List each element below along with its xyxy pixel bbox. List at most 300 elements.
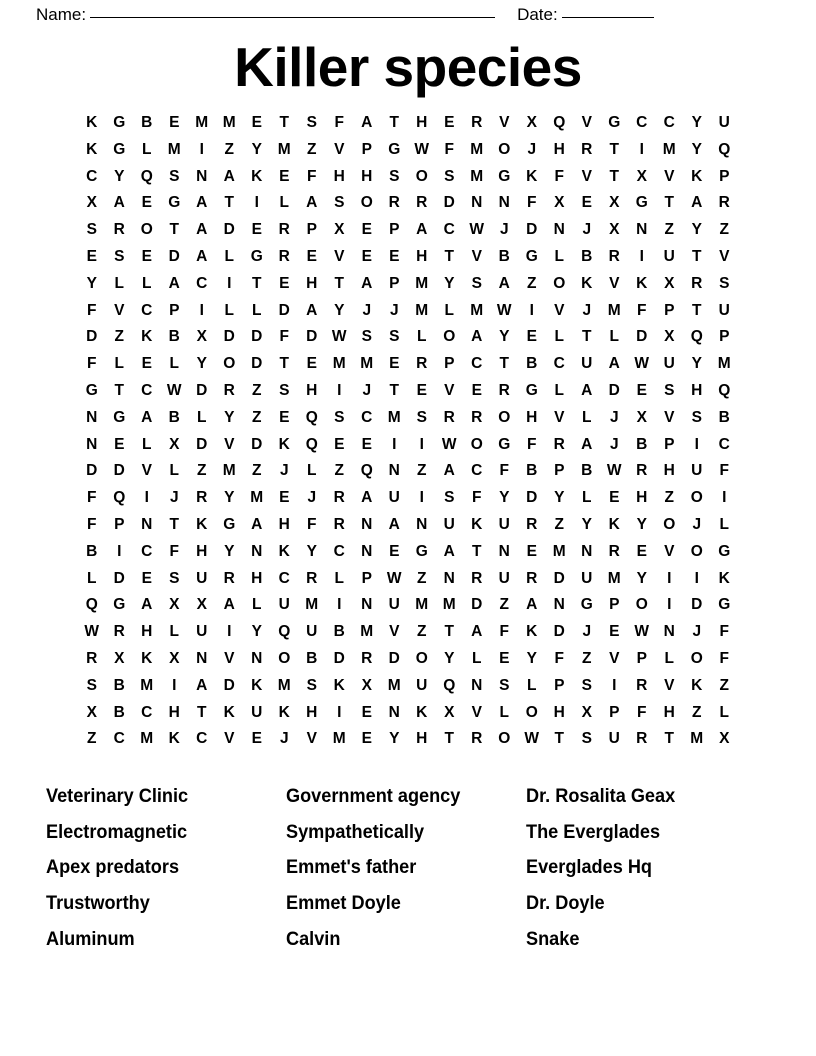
- grid-cell[interactable]: L: [664, 649, 674, 667]
- grid-cell[interactable]: K: [416, 703, 428, 721]
- grid-cell[interactable]: N: [86, 435, 98, 453]
- grid-cell[interactable]: R: [471, 114, 483, 131]
- grid-cell[interactable]: O: [443, 328, 456, 346]
- grid-cell[interactable]: Z: [224, 140, 234, 158]
- grid-cell[interactable]: Y: [691, 114, 702, 131]
- grid-cell[interactable]: F: [554, 167, 564, 185]
- grid-cell[interactable]: S: [719, 274, 730, 292]
- grid-cell[interactable]: I: [722, 489, 727, 507]
- grid-cell[interactable]: H: [333, 167, 345, 185]
- grid-cell[interactable]: R: [636, 462, 648, 480]
- grid-cell[interactable]: M: [552, 542, 566, 560]
- grid-cell[interactable]: M: [415, 596, 429, 614]
- grid-cell[interactable]: Y: [251, 140, 262, 158]
- grid-cell[interactable]: E: [251, 730, 262, 748]
- grid-cell[interactable]: T: [499, 355, 509, 373]
- grid-cell[interactable]: A: [498, 274, 510, 292]
- grid-cell[interactable]: T: [444, 247, 454, 265]
- grid-cell[interactable]: H: [526, 408, 538, 426]
- grid-cell[interactable]: I: [419, 435, 424, 453]
- grid-cell[interactable]: K: [141, 649, 153, 667]
- grid-cell[interactable]: M: [387, 408, 401, 426]
- grid-cell[interactable]: L: [472, 649, 482, 667]
- grid-cell[interactable]: X: [526, 114, 537, 131]
- grid-cell[interactable]: I: [694, 435, 699, 453]
- grid-cell[interactable]: N: [361, 515, 373, 533]
- grid-cell[interactable]: E: [444, 114, 455, 131]
- grid-cell[interactable]: S: [581, 676, 592, 694]
- grid-cell[interactable]: X: [196, 328, 207, 346]
- grid-cell[interactable]: Z: [252, 381, 262, 399]
- grid-cell[interactable]: T: [279, 355, 289, 373]
- grid-cell[interactable]: H: [251, 569, 263, 587]
- grid-cell[interactable]: I: [172, 676, 177, 694]
- grid-cell[interactable]: J: [692, 515, 702, 533]
- grid-cell[interactable]: F: [554, 649, 564, 667]
- grid-cell[interactable]: D: [223, 328, 235, 346]
- grid-cell[interactable]: G: [608, 114, 621, 131]
- grid-cell[interactable]: C: [443, 221, 455, 239]
- grid-cell[interactable]: R: [471, 569, 483, 587]
- grid-cell[interactable]: X: [636, 408, 647, 426]
- grid-cell[interactable]: Z: [664, 489, 674, 507]
- grid-cell[interactable]: I: [667, 596, 672, 614]
- grid-cell[interactable]: E: [471, 381, 482, 399]
- grid-cell[interactable]: K: [251, 167, 263, 185]
- grid-cell[interactable]: G: [498, 167, 511, 185]
- grid-cell[interactable]: L: [169, 355, 179, 373]
- grid-cell[interactable]: A: [251, 515, 263, 533]
- grid-cell[interactable]: S: [444, 489, 455, 507]
- grid-cell[interactable]: S: [444, 167, 455, 185]
- grid-cell[interactable]: A: [196, 676, 208, 694]
- grid-cell[interactable]: P: [389, 221, 400, 239]
- grid-cell[interactable]: S: [416, 408, 427, 426]
- grid-cell[interactable]: Q: [85, 596, 98, 614]
- grid-cell[interactable]: E: [279, 408, 290, 426]
- grid-cell[interactable]: V: [609, 274, 620, 292]
- grid-cell[interactable]: L: [87, 569, 97, 587]
- grid-cell[interactable]: V: [141, 462, 152, 480]
- grid-cell[interactable]: F: [279, 328, 289, 346]
- grid-cell[interactable]: U: [663, 247, 675, 265]
- grid-cell[interactable]: D: [388, 649, 400, 667]
- grid-cell[interactable]: D: [691, 596, 703, 614]
- grid-cell[interactable]: X: [196, 596, 207, 614]
- grid-cell[interactable]: K: [333, 676, 345, 694]
- grid-cell[interactable]: P: [609, 596, 620, 614]
- grid-cell[interactable]: M: [250, 489, 264, 507]
- grid-cell[interactable]: L: [114, 355, 124, 373]
- grid-cell[interactable]: D: [113, 569, 125, 587]
- grid-cell[interactable]: Z: [417, 569, 427, 587]
- grid-cell[interactable]: U: [498, 515, 510, 533]
- grid-cell[interactable]: I: [392, 435, 397, 453]
- grid-cell[interactable]: X: [609, 221, 620, 239]
- grid-cell[interactable]: V: [224, 649, 235, 667]
- grid-cell[interactable]: X: [169, 649, 180, 667]
- grid-cell[interactable]: N: [196, 649, 208, 667]
- grid-cell[interactable]: S: [691, 408, 702, 426]
- grid-cell[interactable]: M: [140, 676, 154, 694]
- grid-cell[interactable]: U: [196, 569, 208, 587]
- grid-cell[interactable]: M: [662, 140, 676, 158]
- grid-cell[interactable]: X: [664, 328, 675, 346]
- grid-cell[interactable]: G: [718, 542, 731, 560]
- grid-cell[interactable]: H: [636, 489, 648, 507]
- grid-cell[interactable]: Z: [692, 703, 702, 721]
- grid-cell[interactable]: A: [388, 515, 400, 533]
- grid-cell[interactable]: S: [169, 569, 180, 587]
- grid-cell[interactable]: E: [389, 542, 400, 560]
- grid-cell[interactable]: Z: [719, 221, 729, 239]
- grid-cell[interactable]: O: [635, 596, 648, 614]
- grid-cell[interactable]: G: [113, 140, 126, 158]
- grid-cell[interactable]: O: [690, 542, 703, 560]
- grid-cell[interactable]: T: [169, 515, 179, 533]
- grid-cell[interactable]: K: [691, 676, 703, 694]
- grid-cell[interactable]: S: [389, 328, 400, 346]
- grid-cell[interactable]: E: [609, 623, 620, 641]
- grid-cell[interactable]: N: [388, 462, 400, 480]
- grid-cell[interactable]: E: [609, 489, 620, 507]
- word-list-item[interactable]: Calvin: [286, 928, 341, 951]
- grid-cell[interactable]: Z: [527, 274, 537, 292]
- grid-cell[interactable]: W: [414, 140, 430, 158]
- grid-cell[interactable]: G: [525, 381, 538, 399]
- grid-cell[interactable]: O: [498, 408, 511, 426]
- grid-cell[interactable]: L: [554, 328, 564, 346]
- grid-cell[interactable]: D: [471, 596, 483, 614]
- grid-cell[interactable]: W: [386, 569, 402, 587]
- grid-cell[interactable]: L: [142, 274, 152, 292]
- grid-cell[interactable]: K: [471, 515, 483, 533]
- grid-cell[interactable]: S: [306, 114, 317, 131]
- grid-cell[interactable]: D: [443, 194, 455, 212]
- grid-cell[interactable]: M: [387, 676, 401, 694]
- grid-cell[interactable]: R: [223, 569, 235, 587]
- grid-cell[interactable]: L: [582, 408, 592, 426]
- grid-cell[interactable]: Y: [691, 221, 702, 239]
- grid-cell[interactable]: R: [443, 408, 455, 426]
- grid-cell[interactable]: F: [87, 301, 97, 319]
- grid-cell[interactable]: B: [86, 542, 98, 560]
- grid-cell[interactable]: R: [416, 194, 428, 212]
- grid-cell[interactable]: B: [581, 247, 593, 265]
- grid-cell[interactable]: N: [471, 676, 483, 694]
- grid-cell[interactable]: R: [113, 221, 125, 239]
- grid-cell[interactable]: E: [86, 247, 97, 265]
- grid-cell[interactable]: R: [388, 194, 400, 212]
- grid-cell[interactable]: C: [196, 274, 208, 292]
- grid-cell[interactable]: G: [223, 515, 236, 533]
- grid-cell[interactable]: U: [416, 676, 428, 694]
- grid-cell[interactable]: Q: [278, 623, 291, 641]
- grid-cell[interactable]: O: [663, 515, 676, 533]
- grid-cell[interactable]: G: [580, 596, 593, 614]
- grid-cell[interactable]: G: [718, 596, 731, 614]
- grid-cell[interactable]: R: [333, 489, 345, 507]
- grid-cell[interactable]: Y: [224, 408, 235, 426]
- grid-cell[interactable]: O: [525, 703, 538, 721]
- grid-cell[interactable]: X: [86, 194, 97, 212]
- grid-cell[interactable]: V: [334, 247, 345, 265]
- grid-cell[interactable]: F: [637, 301, 647, 319]
- grid-cell[interactable]: F: [719, 649, 729, 667]
- grid-cell[interactable]: V: [664, 408, 675, 426]
- grid-cell[interactable]: K: [278, 703, 290, 721]
- grid-cell[interactable]: Q: [360, 462, 373, 480]
- grid-cell[interactable]: P: [719, 328, 730, 346]
- word-list-item[interactable]: The Everglades: [526, 820, 661, 843]
- grid-cell[interactable]: Y: [389, 730, 400, 748]
- grid-cell[interactable]: O: [360, 194, 373, 212]
- grid-cell[interactable]: F: [87, 489, 97, 507]
- grid-cell[interactable]: A: [113, 194, 125, 212]
- grid-cell[interactable]: V: [554, 301, 565, 319]
- grid-cell[interactable]: I: [144, 489, 149, 507]
- grid-cell[interactable]: L: [417, 328, 427, 346]
- grid-cell[interactable]: T: [252, 274, 262, 292]
- grid-cell[interactable]: L: [307, 462, 317, 480]
- grid-cell[interactable]: U: [498, 569, 510, 587]
- grid-cell[interactable]: E: [361, 435, 372, 453]
- grid-cell[interactable]: M: [415, 274, 429, 292]
- grid-cell[interactable]: H: [691, 381, 703, 399]
- grid-cell[interactable]: C: [113, 730, 125, 748]
- grid-cell[interactable]: M: [277, 140, 291, 158]
- grid-cell[interactable]: H: [278, 515, 290, 533]
- grid-cell[interactable]: A: [471, 328, 483, 346]
- grid-cell[interactable]: Y: [691, 140, 702, 158]
- grid-cell[interactable]: T: [692, 301, 702, 319]
- grid-cell[interactable]: W: [84, 623, 100, 641]
- grid-cell[interactable]: D: [86, 462, 98, 480]
- grid-cell[interactable]: A: [526, 596, 538, 614]
- grid-cell[interactable]: Y: [444, 274, 455, 292]
- word-list-item[interactable]: Dr. Doyle: [526, 892, 605, 915]
- grid-cell[interactable]: M: [442, 596, 456, 614]
- grid-cell[interactable]: A: [223, 167, 235, 185]
- grid-cell[interactable]: L: [197, 408, 207, 426]
- grid-cell[interactable]: N: [141, 515, 153, 533]
- grid-cell[interactable]: R: [471, 730, 483, 748]
- grid-cell[interactable]: K: [196, 515, 208, 533]
- grid-cell[interactable]: R: [306, 569, 318, 587]
- grid-cell[interactable]: E: [526, 328, 537, 346]
- grid-cell[interactable]: V: [114, 301, 125, 319]
- grid-cell[interactable]: D: [196, 381, 208, 399]
- grid-cell[interactable]: S: [499, 676, 510, 694]
- grid-cell[interactable]: B: [581, 462, 593, 480]
- grid-cell[interactable]: D: [223, 676, 235, 694]
- grid-cell[interactable]: O: [415, 167, 428, 185]
- grid-cell[interactable]: T: [169, 221, 179, 239]
- grid-cell[interactable]: J: [692, 623, 702, 641]
- grid-cell[interactable]: D: [251, 435, 263, 453]
- grid-cell[interactable]: B: [306, 649, 318, 667]
- grid-cell[interactable]: E: [251, 221, 262, 239]
- grid-cell[interactable]: X: [361, 676, 372, 694]
- grid-cell[interactable]: M: [607, 569, 621, 587]
- grid-cell[interactable]: V: [224, 730, 235, 748]
- grid-cell[interactable]: C: [636, 114, 648, 131]
- grid-cell[interactable]: T: [279, 114, 289, 131]
- grid-cell[interactable]: R: [361, 649, 373, 667]
- grid-cell[interactable]: Q: [443, 676, 456, 694]
- grid-cell[interactable]: N: [361, 596, 373, 614]
- grid-cell[interactable]: U: [388, 596, 400, 614]
- grid-cell[interactable]: E: [279, 274, 290, 292]
- grid-cell[interactable]: I: [117, 542, 122, 560]
- grid-cell[interactable]: R: [416, 355, 428, 373]
- grid-cell[interactable]: G: [113, 408, 126, 426]
- grid-cell[interactable]: F: [719, 623, 729, 641]
- grid-cell[interactable]: S: [86, 221, 97, 239]
- grid-cell[interactable]: E: [581, 194, 592, 212]
- grid-cell[interactable]: P: [361, 569, 372, 587]
- grid-cell[interactable]: C: [196, 730, 208, 748]
- grid-cell[interactable]: N: [498, 194, 510, 212]
- grid-cell[interactable]: L: [554, 381, 564, 399]
- grid-cell[interactable]: T: [472, 542, 482, 560]
- grid-cell[interactable]: L: [252, 596, 262, 614]
- grid-cell[interactable]: J: [169, 489, 179, 507]
- grid-cell[interactable]: C: [333, 542, 345, 560]
- grid-cell[interactable]: F: [87, 355, 97, 373]
- grid-cell[interactable]: S: [664, 381, 675, 399]
- grid-cell[interactable]: H: [553, 703, 565, 721]
- grid-cell[interactable]: K: [168, 730, 180, 748]
- grid-cell[interactable]: T: [664, 194, 674, 212]
- grid-cell[interactable]: B: [526, 462, 538, 480]
- grid-cell[interactable]: J: [582, 221, 592, 239]
- grid-cell[interactable]: M: [690, 730, 704, 748]
- grid-cell[interactable]: A: [196, 221, 208, 239]
- grid-cell[interactable]: R: [333, 515, 345, 533]
- grid-cell[interactable]: Z: [554, 515, 564, 533]
- grid-cell[interactable]: K: [141, 328, 153, 346]
- grid-cell[interactable]: Q: [113, 489, 126, 507]
- grid-cell[interactable]: V: [471, 247, 482, 265]
- grid-cell[interactable]: V: [581, 114, 592, 131]
- grid-cell[interactable]: E: [114, 435, 125, 453]
- grid-cell[interactable]: Z: [307, 140, 317, 158]
- grid-cell[interactable]: D: [553, 569, 565, 587]
- word-list-item[interactable]: Government agency: [286, 784, 461, 807]
- grid-cell[interactable]: T: [609, 140, 619, 158]
- grid-cell[interactable]: O: [278, 649, 291, 667]
- grid-cell[interactable]: I: [199, 140, 204, 158]
- grid-cell[interactable]: K: [526, 623, 538, 641]
- grid-cell[interactable]: O: [690, 489, 703, 507]
- grid-cell[interactable]: J: [499, 221, 509, 239]
- grid-cell[interactable]: E: [361, 247, 372, 265]
- grid-cell[interactable]: H: [306, 703, 318, 721]
- grid-cell[interactable]: M: [470, 301, 484, 319]
- grid-cell[interactable]: U: [278, 596, 290, 614]
- word-list-item[interactable]: Apex predators: [46, 856, 180, 879]
- grid-cell[interactable]: K: [608, 515, 620, 533]
- grid-cell[interactable]: S: [581, 730, 592, 748]
- grid-cell[interactable]: G: [388, 140, 401, 158]
- grid-cell[interactable]: N: [471, 194, 483, 212]
- grid-cell[interactable]: N: [498, 542, 510, 560]
- grid-cell[interactable]: I: [694, 569, 699, 587]
- grid-cell[interactable]: N: [86, 408, 98, 426]
- grid-cell[interactable]: V: [224, 435, 235, 453]
- grid-cell[interactable]: I: [667, 569, 672, 587]
- grid-cell[interactable]: Q: [690, 328, 703, 346]
- grid-cell[interactable]: T: [224, 194, 234, 212]
- grid-cell[interactable]: E: [361, 703, 372, 721]
- grid-cell[interactable]: P: [389, 274, 400, 292]
- grid-cell[interactable]: B: [333, 623, 345, 641]
- grid-cell[interactable]: X: [169, 435, 180, 453]
- grid-cell[interactable]: V: [719, 247, 730, 265]
- grid-cell[interactable]: P: [609, 703, 620, 721]
- grid-cell[interactable]: B: [168, 408, 180, 426]
- grid-cell[interactable]: U: [196, 623, 208, 641]
- grid-cell[interactable]: Y: [691, 355, 702, 373]
- grid-cell[interactable]: Y: [306, 542, 317, 560]
- grid-cell[interactable]: I: [419, 489, 424, 507]
- grid-cell[interactable]: E: [141, 355, 152, 373]
- grid-cell[interactable]: W: [634, 623, 650, 641]
- grid-cell[interactable]: J: [609, 408, 619, 426]
- grid-cell[interactable]: B: [636, 435, 648, 453]
- grid-cell[interactable]: A: [361, 274, 373, 292]
- grid-cell[interactable]: J: [362, 381, 372, 399]
- grid-cell[interactable]: E: [334, 435, 345, 453]
- grid-cell[interactable]: A: [168, 274, 180, 292]
- grid-cell[interactable]: Y: [114, 167, 125, 185]
- grid-cell[interactable]: F: [719, 462, 729, 480]
- grid-cell[interactable]: E: [306, 247, 317, 265]
- grid-cell[interactable]: T: [582, 328, 592, 346]
- grid-cell[interactable]: I: [199, 301, 204, 319]
- grid-cell[interactable]: K: [86, 114, 98, 131]
- grid-cell[interactable]: P: [306, 221, 317, 239]
- grid-cell[interactable]: F: [499, 623, 509, 641]
- grid-cell[interactable]: S: [169, 167, 180, 185]
- date-input-line[interactable]: [562, 17, 654, 18]
- grid-cell[interactable]: H: [306, 381, 318, 399]
- grid-cell[interactable]: V: [306, 730, 317, 748]
- grid-cell[interactable]: M: [607, 301, 621, 319]
- grid-cell[interactable]: Q: [718, 140, 731, 158]
- grid-cell[interactable]: U: [581, 569, 593, 587]
- grid-cell[interactable]: E: [279, 489, 290, 507]
- grid-cell[interactable]: D: [251, 355, 263, 373]
- grid-cell[interactable]: K: [636, 274, 648, 292]
- grid-cell[interactable]: N: [251, 542, 263, 560]
- name-input-line[interactable]: [90, 17, 495, 18]
- grid-cell[interactable]: F: [499, 462, 509, 480]
- grid-cell[interactable]: M: [360, 355, 374, 373]
- grid-cell[interactable]: E: [361, 221, 372, 239]
- grid-cell[interactable]: F: [527, 435, 537, 453]
- grid-cell[interactable]: A: [196, 247, 208, 265]
- grid-cell[interactable]: G: [415, 542, 428, 560]
- grid-cell[interactable]: O: [415, 649, 428, 667]
- grid-cell[interactable]: N: [196, 167, 208, 185]
- grid-cell[interactable]: F: [444, 140, 454, 158]
- grid-cell[interactable]: A: [361, 114, 373, 131]
- grid-cell[interactable]: M: [470, 140, 484, 158]
- grid-cell[interactable]: E: [499, 649, 510, 667]
- grid-cell[interactable]: A: [306, 301, 318, 319]
